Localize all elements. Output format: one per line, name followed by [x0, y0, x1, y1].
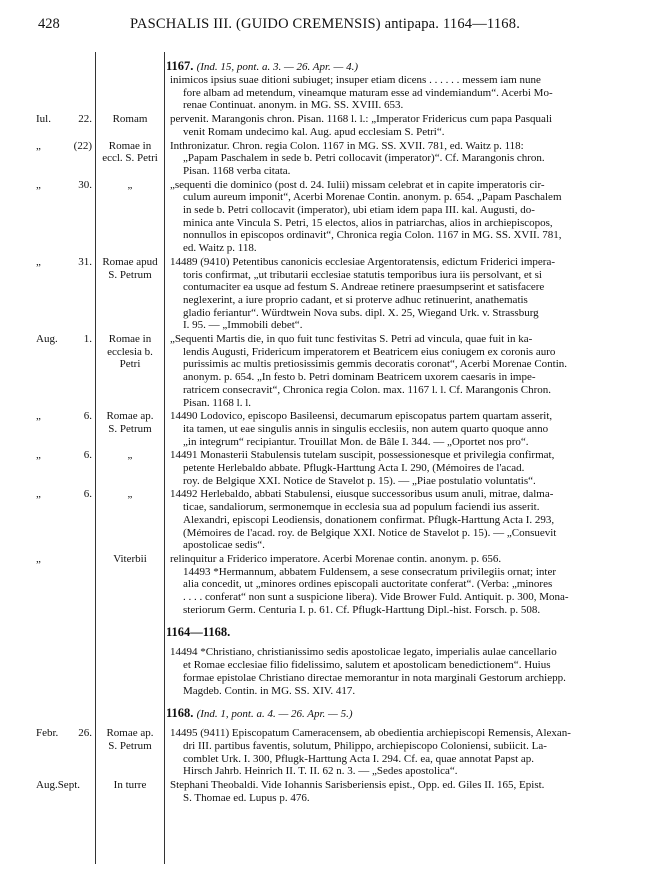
place-line: S. Petrum — [108, 268, 152, 281]
text-line: pervenit. Marangonis chron. Pisan. 1168 l. l.: „Imperator Fridericus cum papa Pasquali — [170, 113, 553, 126]
entry-text — [170, 553, 640, 617]
entry-month: Febr. — [36, 727, 59, 740]
place-line: „ — [127, 178, 133, 191]
text-line: ed. Waitz p. 118. — [183, 242, 257, 255]
entry-month: „ — [36, 255, 41, 268]
text-line: inimicos ipsius suae ditioni subiuget; insuper etiam dicens . . . . . . messem iam nune — [170, 74, 541, 86]
entry-place — [97, 179, 163, 192]
entry-place — [97, 779, 163, 792]
entry-place — [97, 553, 163, 566]
text-line: Magdeb. Contin. in MG. SS. XIV. 417. — [183, 684, 356, 697]
entry-day: 26. — [78, 727, 92, 740]
text-line: Hirsch Jahrb. Heinrich II. T. II. 62 n. 3. — „Sedes apostolica“. — [183, 765, 458, 778]
entry-day: 31. — [78, 255, 92, 268]
column-rule-right — [164, 52, 165, 864]
place-line: „ — [127, 488, 133, 501]
place-line: Romae ap. — [106, 410, 154, 423]
page-number: 428 — [38, 16, 60, 32]
text-line: neglexerint, a iure proprio cadant, et si proterve adhuc retinuerint, anathematis — [183, 293, 528, 306]
entry-text — [170, 410, 640, 448]
section-1164-1168-year: 1164—1168. — [166, 625, 231, 640]
text-line: S. Thomae ed. Lupus p. 476. — [183, 791, 310, 804]
entry-day: 22. — [78, 113, 92, 126]
text-line: in sede b. Petri collocavit (imperator), ubi etiam idem papa III. kal. Augusti, do- — [183, 204, 535, 216]
text-line: formae epistolae Christiano directae memorantur in nota marginali Gestorum archiepp. — [183, 671, 566, 684]
entry-month: Aug. — [36, 333, 58, 345]
text-line: nonnullos in episcopos ordinavit“, Chronica regia Colon. 1167 in MG. SS. XVII. 781, — [183, 229, 562, 242]
entry-day: 30. — [78, 178, 92, 191]
entry-place — [97, 449, 163, 462]
text-line: renae Continuat. anonym. in MG. SS. XVIII. 653. — [183, 99, 404, 112]
place-line: Romae apud — [102, 255, 158, 268]
text-line: gladio feriantur“. Würdtwein Nova subs. dipl. X. 25, Wiegand Urk. v. Strassburg — [183, 306, 539, 319]
text-line: roy. de Belgique XXI. Notice de Stavelot p. 15). — „Piae postulatio voluntatis“. — [183, 474, 536, 487]
page-header — [38, 14, 638, 38]
place-line: S. Petrum — [108, 739, 152, 752]
entry-place — [97, 256, 163, 281]
text-line: I. 95. — „Immobili debet“. — [183, 319, 303, 332]
place-line: Romae in — [108, 139, 152, 152]
entry-text — [170, 779, 640, 804]
entry-day: (22) — [73, 139, 92, 152]
place-line: Viterbii — [113, 552, 147, 565]
text-line: minica ante Vincula S. Petri, 15 electos, alios in patriarchas, alios in archiepiscopos, — [183, 216, 553, 229]
place-line: Romam — [112, 113, 148, 126]
section-1167 — [166, 59, 358, 74]
entry-text — [170, 488, 640, 552]
entry-month: Iul. — [36, 113, 51, 126]
text-line: steriorum Germ. Centuria I. p. 61. Cf. Pflugk-Harttung Dipl.-hist. Forsch. p. 508. — [183, 603, 541, 616]
section-1167-year: 1167. — [166, 59, 194, 73]
text-line: comblet Urk. I. 300, Pflugk-Harttung Acta I. 294. Cf. ea, quae annotat Papst ap. — [183, 752, 535, 765]
title-text: PASCHALIS III. (GUIDO CREMENSIS) antipapa. — [130, 16, 440, 32]
text-line: „in integrum“ recipiantur. Trouillat Mon. de Bâle I. 344. — „Oportet nos pro“. — [183, 435, 529, 448]
entry-text — [170, 333, 640, 409]
entry-place — [97, 113, 163, 126]
entry-month: „ — [36, 410, 41, 423]
entry-place — [97, 488, 163, 501]
entry-text — [170, 727, 640, 778]
title-years: 1164—1168. — [442, 16, 521, 32]
text-line: contumaciter ea usque ad festum S. Andreae retinere praesumpserint et satisfacere — [183, 281, 545, 294]
text-line: alia concedit, ut „minores ordines episcopali auctoritate conferat“. (Verba: „minores — [183, 578, 553, 591]
text-line: ticae, sandaliorum, sermonemque in ecclesia sua ad populum faciendi ius asserit. — [183, 501, 540, 514]
place-line: Romae ap. — [106, 727, 154, 740]
section-1167-text — [170, 74, 640, 112]
text-line: dri III. partibus faventis, solutum, Philippo, archiepiscopo Coloniensi, subiicit. La- — [183, 739, 547, 752]
text-line: toris confirmat, „ut tributarii ecclesiae statutis temporibus iura iis persolvant, et si — [183, 268, 542, 281]
text-line: 14495 (9411) Episcopatum Cameracensem, ab obedientia archiepiscopi Remensis, Alexan- — [170, 727, 571, 740]
text-line: 14491 Monasterii Stabulensis tutelam suscipit, possessionesque et privilegia confirmat, — [170, 449, 555, 462]
entry-month: „ — [36, 449, 41, 462]
text-line: petente Herlebaldo abbate. Pflugk-Harttung Acta I. 290, (Mémoires de l'acad. — [183, 462, 525, 474]
text-line: lendis Augusti, Fridericum imperatorem et Beatricem eius coniugem ex coronis auro — [183, 345, 556, 358]
text-line: relinquitur a Friderico imperatore. Acerbi Morenae contin. anonym. p. 656. — [170, 552, 502, 565]
entry-month: Aug.Sept. — [36, 779, 80, 791]
text-line: 14490 Lodovico, episcopo Basileensi, decumarum episcopatus partem quartam asserit, — [170, 410, 553, 423]
running-title — [130, 16, 520, 33]
text-line: . . . . conferat“ non sunt a suspicione libera). Vide Brower Fuld. Antiquit. p. 300, Mona- — [183, 591, 569, 603]
section-1164-1168-text — [170, 646, 640, 697]
text-line: 14494 *Christiano, christianissimo sedis apostolicae legato, imperialis aulae cancellario — [170, 646, 557, 659]
text-line: Pisan. 1168 verba citata. — [183, 164, 291, 177]
text-line: „Papam Paschalem in sede b. Petri collocavit (imperator)“. Cf. Marangonis chron. — [183, 152, 545, 165]
text-line: 14489 (9410) Petentibus canonicis ecclesiae Argentoratensis, edictum Friderici impera- — [170, 255, 555, 268]
entry-day: 6. — [83, 488, 92, 501]
text-line: 14493 *Hermannum, abbatem Fuldensem, a sese consecratum privilegiis ornat; inter — [183, 565, 556, 578]
entry-text — [170, 140, 640, 178]
text-line: (Mémoires de l'acad. roy. de Belgique XXI. Notice de Stavelot p. 15). — „Consuevit — [183, 526, 557, 539]
entry-place — [97, 333, 163, 371]
entry-month: „ — [36, 552, 41, 565]
place-line: ecclesia b. — [107, 345, 153, 358]
place-line: Romae in — [108, 333, 152, 345]
column-rule-left — [95, 52, 96, 864]
text-line: ita tamen, ut eae singulis annis in singulis ecclesiis, non autem quarto quoque anno — [183, 422, 549, 435]
text-line: Inthronizatur. Chron. regia Colon. 1167 in MG. SS. XVII. 781, ed. Waitz p. 118: — [170, 139, 524, 152]
section-1168-year: 1168. — [166, 706, 194, 721]
entry-month: „ — [36, 488, 41, 501]
text-line: venit Romam undecimo kal. Aug. apud ecclesiam S. Petri“. — [183, 125, 445, 138]
place-line: S. Petrum — [108, 422, 152, 435]
entry-text — [170, 256, 640, 332]
text-line: Pisan. 1168 l. l. — [183, 396, 252, 409]
entry-day: 1. — [83, 333, 92, 345]
text-line: Stephani Theobaldi. Vide Iohannis Sarisberiensis epist., Opp. ed. Giles II. 165, Epist. — [170, 779, 545, 791]
text-line: „Sequenti Martis die, in quo fuit tunc festivitas S. Petri ad vincula, quae fuit in ka- — [170, 333, 533, 345]
text-line: et Romae ecclesiae filio fidelissimo, salutem et apostolicam benedictionem“. Huius — [183, 659, 551, 672]
entry-place — [97, 727, 163, 752]
place-line: „ — [127, 449, 133, 462]
section-1168 — [166, 706, 353, 721]
text-line: Alexandri, episcopi Leodiensis, donationem confirmat. Pflugk-Harttung Acta I. 293, — [183, 513, 555, 526]
text-line: 14492 Herlebaldo, abbati Stabulensi, eiusque successoribus usum anuli, mitrae, dalma- — [170, 488, 554, 501]
entry-month: „ — [36, 139, 41, 152]
text-line: culum aureum imponit“, Acerbi Morenae Contin. anonym. p. 654. „Papam Paschalem — [183, 191, 562, 204]
entry-place — [97, 140, 163, 165]
section-1167-indiction: (Ind. 15, pont. a. 3. — 26. Apr. — 4.) — [196, 61, 359, 73]
entry-month: „ — [36, 178, 41, 191]
entry-text — [170, 449, 640, 487]
text-line: apostolicae sedis“. — [183, 539, 265, 552]
section-1168-indiction: (Ind. 1, pont. a. 4. — 26. Apr. — 5.) — [196, 708, 353, 721]
section-1164-1168 — [166, 625, 230, 640]
entry-day: 6. — [83, 410, 92, 423]
place-line: In turre — [113, 779, 147, 791]
entry-day: 6. — [83, 449, 92, 462]
text-line: ratricem consecravit“, Chronica regia Colon. max. 1167 l. l. Cf. Marangonis Chron. — [183, 383, 551, 396]
place-line: eccl. S. Petri — [102, 152, 158, 165]
text-line: anonym. p. 654. „In festo b. Petri dominam Beatricem uxorem caesaris in impe- — [183, 371, 536, 384]
entry-place — [97, 410, 163, 435]
text-line: „sequenti die dominico (post d. 24. Iulii) missam celebrat et in capite imperatoris cir- — [170, 178, 545, 191]
entry-text — [170, 179, 640, 255]
place-line: Petri — [119, 358, 141, 371]
entry-text — [170, 113, 640, 138]
text-line: purissimis ac multis pretiosissimis gemmis decoratis coronat“, Acerbi Morenae Contin. — [183, 358, 568, 371]
text-line: fore albam ad metendum, vineamque maturam esse ad vindemiandum“. Acerbi Mo- — [183, 86, 553, 99]
